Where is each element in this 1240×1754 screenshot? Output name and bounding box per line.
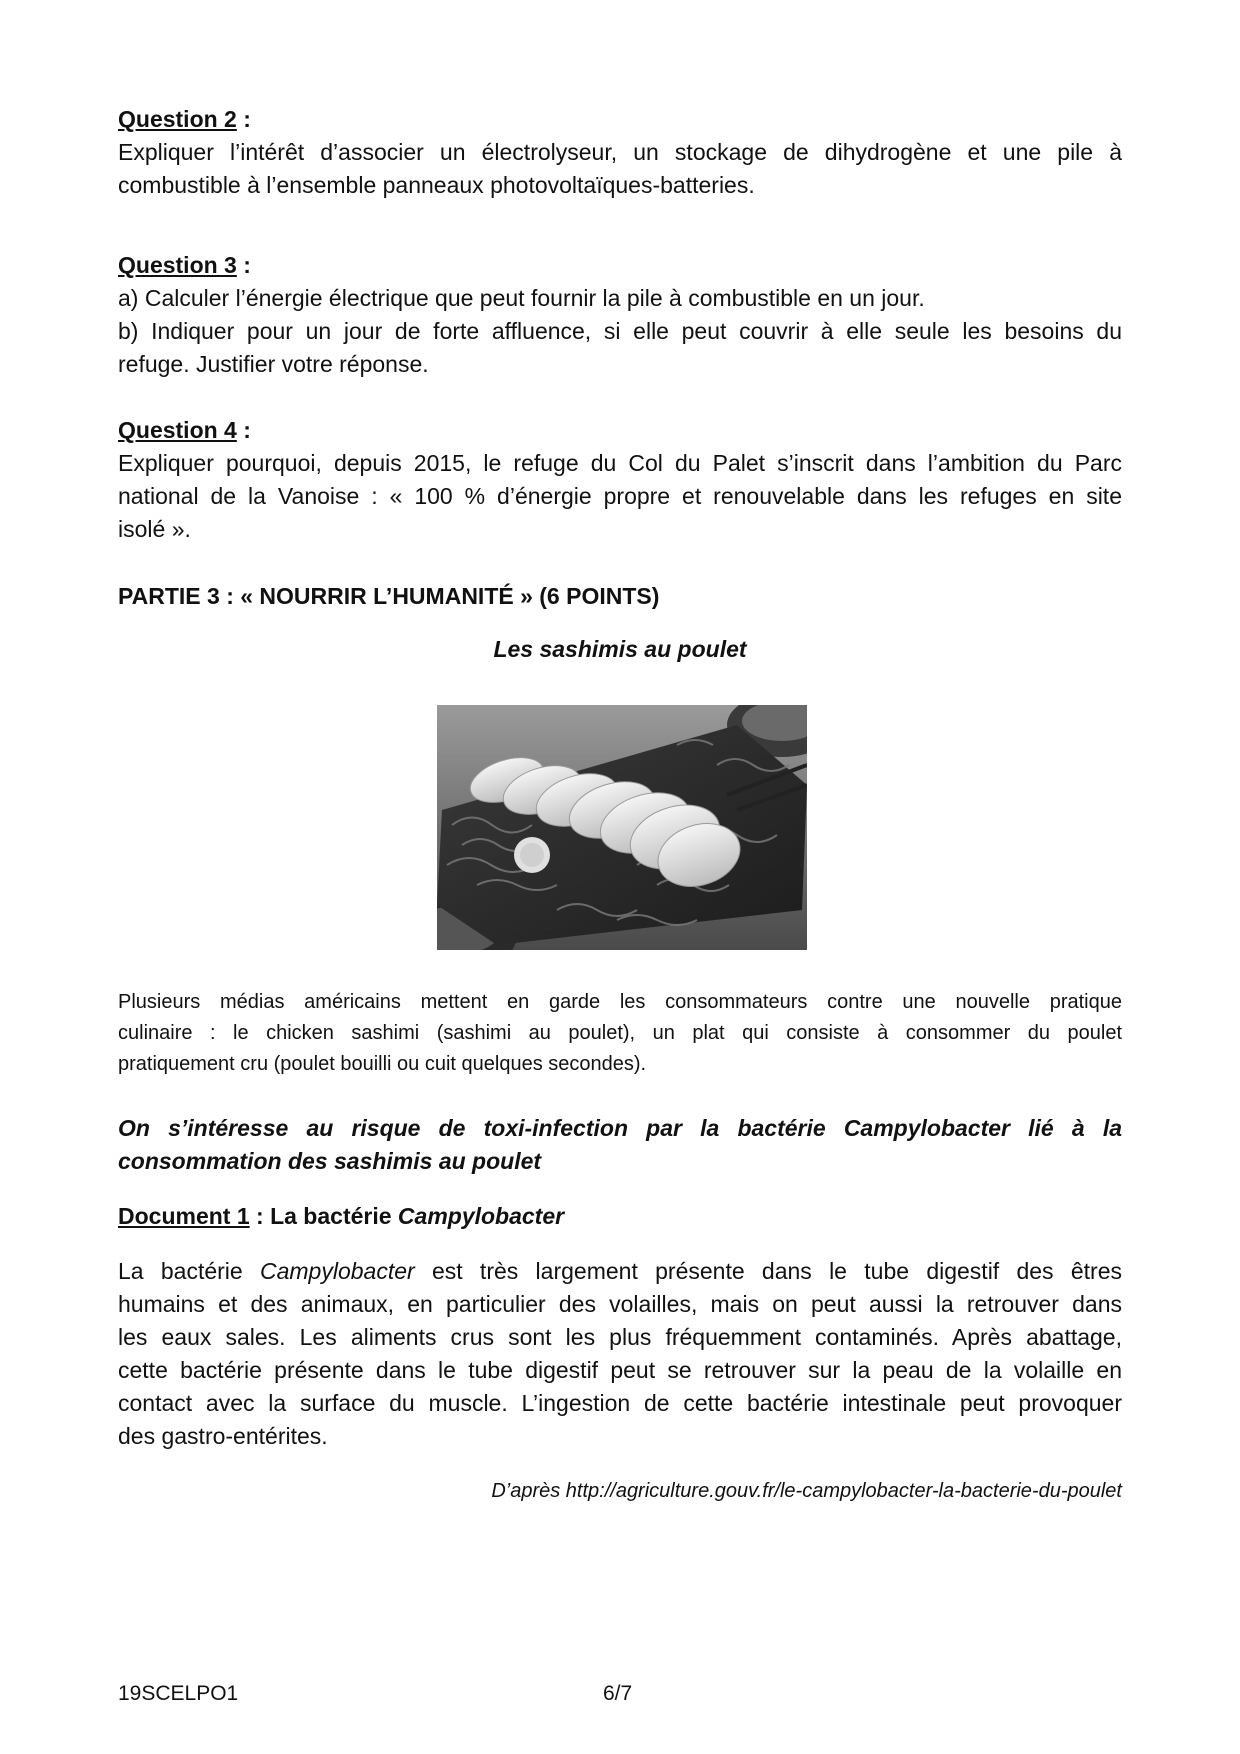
question-2-text <box>118 136 1122 202</box>
document-1-text <box>118 1255 1122 1453</box>
focus-statement <box>118 1112 1122 1178</box>
question-2-title <box>118 103 251 136</box>
document-1-line-start: La bactérie <box>118 1258 260 1284</box>
document-1-source: D’après http://agriculture.gouv.fr/le-campylobacter-la-bacterie-du-poulet <box>491 1480 1122 1502</box>
document-page <box>118 0 1122 1754</box>
footer-exam-code: 19SCELPO1 <box>118 1682 239 1705</box>
question-3-part-b: b) Indiquer pour un jour de forte affluence, si elle peut couvrir à elle seule les besoins du <box>118 318 1122 344</box>
document-1-bacteria-name: Campylobacter <box>397 1203 565 1229</box>
question-2-label: Question 2 <box>118 106 237 132</box>
focus-line: consommation des sashimis au poulet <box>118 1148 542 1174</box>
intro-line: pratiquement cru (poulet bouilli ou cuit quelques secondes). <box>118 1053 647 1075</box>
document-1-title-text: : La bactérie <box>249 1203 398 1229</box>
document-1-line-italic: Campylobacter <box>259 1258 415 1284</box>
question-4-line: isolé ». <box>118 516 191 542</box>
question-4-suffix: : <box>236 417 251 443</box>
document-1-line <box>118 1255 1122 1288</box>
chicken-sashimi-photo <box>437 705 807 950</box>
document-1-label: Document 1 <box>118 1203 250 1229</box>
intro-paragraph <box>118 987 1122 1080</box>
footer-page-number: 6/7 <box>603 1682 633 1705</box>
question-4-line: Expliquer pourquoi, depuis 2015, le refuge du Col du Palet s’inscrit dans l’ambition du Parc <box>118 450 1122 476</box>
document-1-line: cette bactérie présente dans le tube digestif peut se retrouver sur la peau de la volaille en <box>118 1357 1122 1383</box>
intro-line: Plusieurs médias américains mettent en garde les consommateurs contre une nouvelle pratique <box>118 991 1122 1013</box>
question-2-line: combustible à l’ensemble panneaux photovoltaïques-batteries. <box>118 172 755 198</box>
document-1-line: des gastro-entérites. <box>118 1423 328 1449</box>
part-3-subtitle: Les sashimis au poulet <box>493 636 747 662</box>
question-3-part-a: a) Calculer l’énergie électrique que peut fournir la pile à combustible en un jour. <box>118 285 925 311</box>
question-2-suffix: : <box>236 106 251 132</box>
question-3-text <box>118 282 1122 381</box>
question-4-text <box>118 447 1122 546</box>
question-3-part-b-continued: refuge. Justifier votre réponse. <box>118 351 429 377</box>
question-2-line: Expliquer l’intérêt d’associer un électrolyseur, un stockage de dihydrogène et une pile à <box>118 139 1122 165</box>
document-1-line: les eaux sales. Les aliments crus sont les plus fréquemment contaminés. Après abattage, <box>118 1324 1122 1350</box>
question-4-line: national de la Vanoise : « 100 % d’énergie propre et renouvelable dans les refuges en site <box>118 483 1122 509</box>
question-3-suffix: : <box>236 252 251 278</box>
focus-line: On s’intéresse au risque de toxi-infection par la bactérie Campylobacter lié à la <box>118 1115 1122 1141</box>
document-1-title <box>118 1200 564 1233</box>
question-4-label: Question 4 <box>118 417 237 443</box>
document-1-line: humains et des animaux, en particulier des volailles, mais on peut aussi la retrouver dans <box>118 1291 1122 1317</box>
question-3-title <box>118 249 251 282</box>
intro-line: culinaire : le chicken sashimi (sashimi au poulet), un plat qui consiste à consommer du poulet <box>118 1022 1122 1044</box>
question-3-label: Question 3 <box>118 252 237 278</box>
document-1-line-end: est très largement présente dans le tube digestif des êtres <box>414 1258 1122 1284</box>
document-1-line: contact avec la surface du muscle. L’ingestion de cette bactérie intestinale peut provoquer <box>118 1390 1122 1416</box>
part-3-title: PARTIE 3 : « NOURRIR L’HUMANITÉ » (6 POINTS) <box>118 583 660 609</box>
question-4-title <box>118 414 251 447</box>
